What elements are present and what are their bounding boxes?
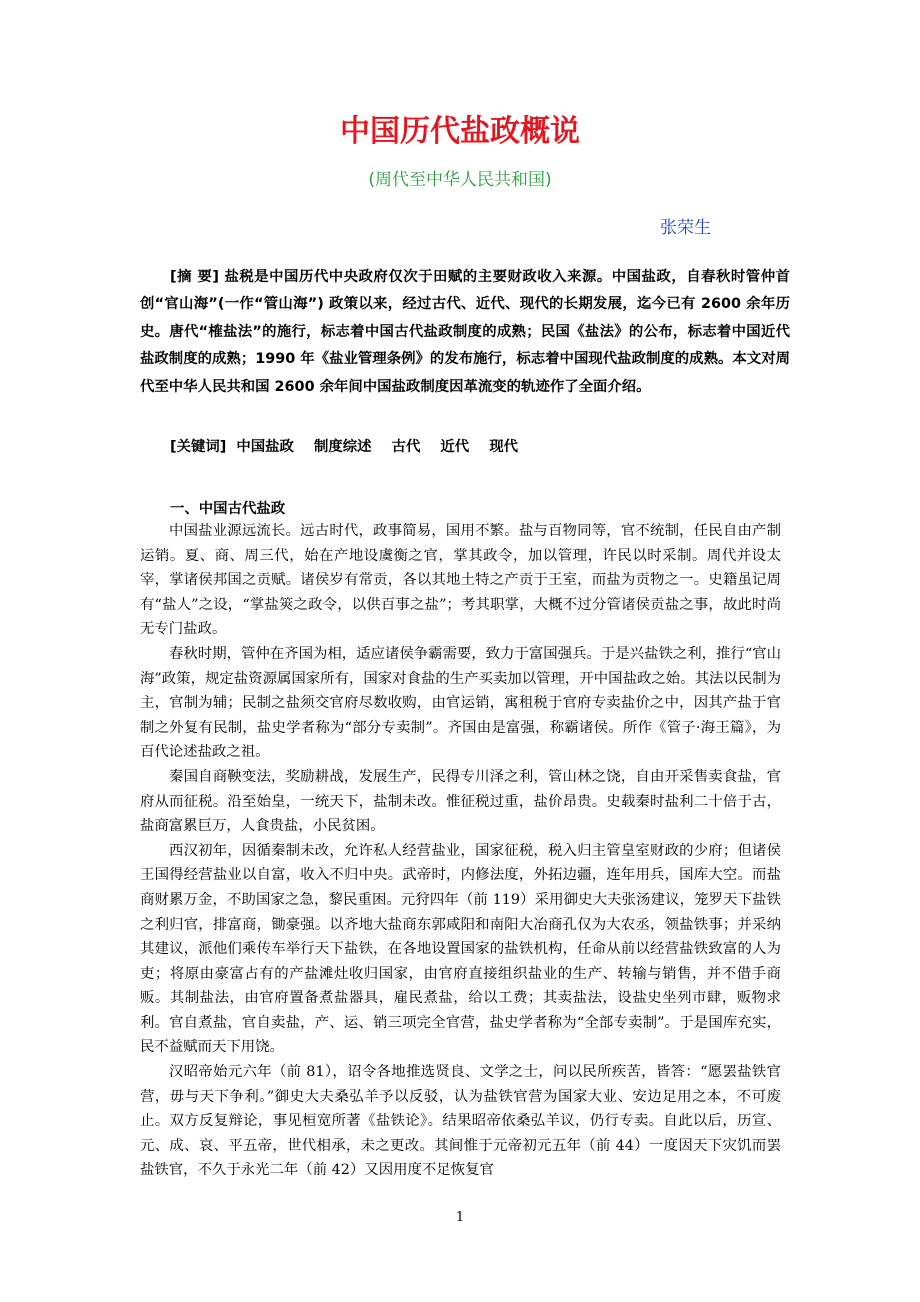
body-paragraph: 汉昭帝始元六年（前 81），诏令各地推选贤良、文学之士，问以民所疾苦，皆答：“愿罢盐铁官营，毋与天下争利。”御史大夫桑弘羊予以反驳，认为盐铁官营为国家大业、安边足用之本，不可废止。双方反复辩论，事见桓宽所著《盐铁论》。结果昭帝依桑弘羊议，仍行专卖。自此以后，历宣、元、成、哀、平五帝，世代相承，未之更改。其间惟于元帝初元五年（前 44）一度因天下灾饥而罢盐铁官，不久于永光二年（前 42）又因用度不足恢复官 xyxy=(140,1064,781,1179)
body-paragraph: 春秋时期，管仲在齐国为相，适应诸侯争霸需要，致力于富国强兵。于是兴盐铁之利，推行“官山海”政策，规定盐资源属国家所有，国家对食盐的生产买卖加以管理，开中国盐政之始。其法以民制为主，官制为辅；民制之盐须交官府尽数收购，由官运销，寓租税于官府专卖盐价之中，因其产盐于官制之外复有民制，盐史学者称为“部分专卖制”。齐国由是富强，称霸诸侯。所作《管子·海王篇》，为百代论述盐政之祖。 xyxy=(140,645,781,761)
abstract-paragraph: [摘 要] 盐税是中国历代中央政府仅次于田赋的主要财政收入来源。中国盐政，自春秋时管仲首创“官山海”(一作“管山海”) 政策以来，经过古代、近代、现代的长期发展，迄今已有 2600 余年历史。唐代“榷盐法”的施行，标志着中国古代盐政制度的成熟；民国《盐法》的公布，标志着中国近代盐政制度的成熟；1990 年《盐业管理条例》的发布施行，标志着中国现代盐政制度的成熟。本文对周代至中华人民共和国 2600 余年间中国盐政制度因革流变的轨迹作了全面介绍。 xyxy=(140,269,790,395)
body-paragraph: 秦国自商鞅变法，奖励耕战，发展生产，民得专川泽之利，管山林之饶，自由开采售卖食盐，官府从而征税。沿至始皇，一统天下，盐制未改。惟征税过重，盐价昂贵。史载秦时盐利二十倍于古，盐商富累巨万，人食贵盐，小民贫困。 xyxy=(140,768,781,835)
body-paragraph: 西汉初年，因循秦制未改，允许私人经营盐业，国家征税，税入归主管皇室财政的少府；但诸侯王国得经营盐业以自富，收入不归中央。武帝时，内修法度，外拓边疆，连年用兵，国库大空。而盐商财累万金，不助国家之急，黎民重困。元狩四年（前 119）采用御史大夫张汤建议，笼罗天下盐铁之利归官，排富商，锄豪强。以齐地大盐商东郭咸阳和南阳大冶商孔仅为大农丞，领盐铁事；并采纳其建议，派他们乘传车举行天下盐铁，在各地设置国家的盐铁机构，任命从前以经营盐铁致富的人为吏；将原由豪富占有的产盐滩灶收归国家，由官府直接组织盐业的生产、转输与销售，并不借手商贩。其制盐法，由官府置备煮盐器具，雇民煮盐，给以工费；其卖盐法，设盐史坐列市肆，贩物求利。官自煮盐，官自卖盐，产、运、销三项完全官营，盐史学者称为“全部专卖制”。于是国库充实，民不益赋而天下用饶。 xyxy=(140,842,781,1056)
document-title: 中国历代盐政概说 xyxy=(340,114,580,149)
document-subtitle: (周代至中华人民共和国) xyxy=(368,170,552,190)
keywords-line: [关键词] 中国盐政 制度综述 古代 近代 现代 xyxy=(170,439,518,455)
section-heading: 一、中国古代盐政 xyxy=(170,501,286,517)
body-paragraph: 中国盐业源远流长。远古时代，政事简易，国用不繁。盐与百物同等，官不统制，任民自由产制运销。夏、商、周三代，始在产地设虞衡之官，掌其政令，加以管理，许民以时采制。周代并设太宰，掌诸侯邦国之贡赋。诸侯岁有常贡，各以其地土特之产贡于王室，而盐为贡物之一。史籍虽记周有“盐人”之设，“掌盐筴之政令，以供百事之盐”；考其职掌，大概不过分管诸侯贡盐之事，故此时尚无专门盐政。 xyxy=(140,523,781,638)
body-text xyxy=(140,519,781,1183)
page-number: 1 xyxy=(455,1210,465,1225)
author-name: 张荣生 xyxy=(660,218,711,238)
